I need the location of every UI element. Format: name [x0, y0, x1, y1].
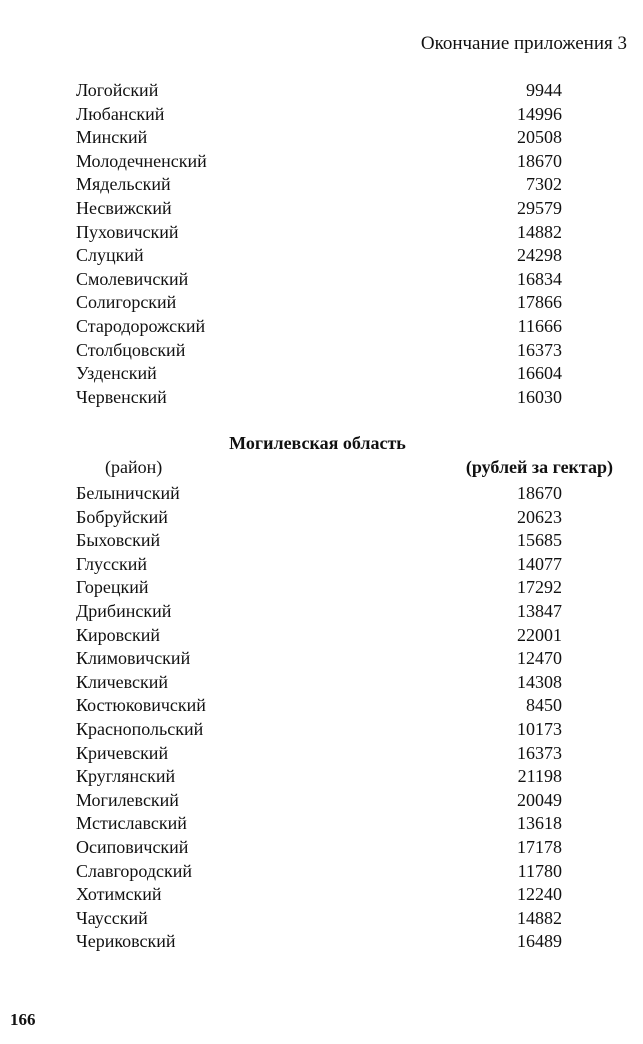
district-name: Пуховичский [76, 221, 179, 242]
district-name: Бобруйский [76, 506, 168, 527]
price-value: 20049 [517, 789, 562, 810]
mogilev-region-title-text: Могилевская область [229, 433, 406, 453]
table-row [76, 386, 562, 410]
table-row [76, 836, 562, 860]
table-row [76, 789, 562, 813]
table-row [76, 624, 562, 648]
district-name: Могилевский [76, 789, 179, 810]
price-value: 7302 [526, 174, 562, 195]
district-name: Климовичский [76, 648, 191, 669]
district-name: Солигорский [76, 292, 177, 313]
mogilev-district-table [76, 482, 562, 954]
table-row [76, 173, 562, 197]
table-row [76, 221, 562, 245]
price-value: 17178 [517, 836, 562, 857]
district-name: Червенский [76, 386, 167, 407]
table-row [76, 860, 562, 884]
price-value: 11666 [517, 315, 562, 336]
price-value: 11780 [517, 860, 562, 881]
table-row [76, 482, 562, 506]
minsk-district-table [76, 79, 562, 409]
district-name: Горецкий [76, 577, 149, 598]
price-value: 9944 [526, 80, 562, 100]
table-row [76, 718, 562, 742]
district-name: Смолевичский [76, 268, 189, 289]
district-name: Молодечненский [76, 150, 207, 171]
price-value: 16489 [517, 931, 562, 952]
district-name: Логойский [76, 80, 159, 100]
table-row [76, 883, 562, 907]
table-row [76, 103, 562, 127]
appendix-continuation-header: Окончание приложения 3 [420, 33, 627, 54]
price-value: 14882 [517, 907, 562, 928]
table-row [76, 268, 562, 292]
price-value: 8450 [526, 695, 562, 716]
price-value: 10173 [517, 718, 562, 739]
district-name: Слуцкий [76, 245, 144, 266]
district-name: Глусский [76, 553, 148, 574]
district-name: Костюковичский [76, 695, 206, 716]
table-row [76, 694, 562, 718]
mogilev-region-title [0, 433, 643, 454]
table-row [76, 197, 562, 221]
table-row [76, 244, 562, 268]
district-name: Хотимский [76, 884, 162, 905]
price-value: 14308 [517, 671, 562, 692]
table-row [76, 339, 562, 363]
table-row [76, 362, 562, 386]
district-name: Славгородский [76, 860, 193, 881]
district-name: Дрибинский [76, 600, 172, 621]
price-value: 16373 [517, 742, 562, 763]
table-row [76, 907, 562, 931]
district-name: Быховский [76, 530, 161, 551]
table-row [76, 576, 562, 600]
price-value: 15685 [517, 530, 562, 551]
price-value: 14077 [517, 553, 562, 574]
table-row [76, 600, 562, 624]
table-row [76, 930, 562, 954]
table-row [76, 506, 562, 530]
district-name: Кличевский [76, 671, 169, 692]
district-name: Осиповичский [76, 836, 189, 857]
district-column-header: (район) [105, 457, 163, 477]
table-row [76, 647, 562, 671]
district-name: Кировский [76, 624, 161, 645]
table-row [76, 553, 562, 577]
price-value: 18670 [517, 150, 562, 171]
district-name: Кричевский [76, 742, 169, 763]
page-number: 166 [10, 1010, 36, 1029]
district-name: Несвижский [76, 197, 172, 218]
district-name: Любанский [76, 103, 165, 124]
table-row [76, 79, 562, 103]
price-value: 29579 [517, 197, 562, 218]
price-value: 14996 [517, 103, 562, 124]
price-value: 20623 [517, 506, 562, 527]
district-name: Мядельский [76, 174, 171, 195]
district-name: Столбцовский [76, 339, 186, 360]
price-value: 14882 [517, 221, 562, 242]
table-row [76, 529, 562, 553]
price-value: 17292 [517, 577, 562, 598]
district-name: Краснопольский [76, 718, 204, 739]
price-value: 17866 [517, 292, 562, 313]
district-name: Чаусский [76, 907, 148, 928]
table-row [76, 812, 562, 836]
price-value: 21198 [517, 766, 562, 787]
price-column-header: (рублей за гектар) [465, 457, 613, 477]
price-value: 13847 [517, 600, 562, 621]
table-row [76, 126, 562, 150]
price-value: 12470 [517, 648, 562, 669]
price-value: 16030 [517, 386, 562, 407]
table-row [76, 291, 562, 315]
price-value: 18670 [517, 483, 562, 503]
table-row [76, 315, 562, 339]
district-name: Стародорожский [76, 315, 206, 336]
price-value: 20508 [517, 127, 562, 148]
district-name: Круглянский [76, 766, 176, 787]
district-name: Узденский [76, 363, 157, 384]
district-name: Чериковский [76, 931, 176, 952]
price-value: 16834 [517, 268, 562, 289]
table-row [76, 150, 562, 174]
table-row [76, 765, 562, 789]
price-value: 22001 [517, 624, 562, 645]
table-row [76, 671, 562, 695]
price-value: 12240 [517, 884, 562, 905]
district-name: Мстиславский [76, 813, 187, 834]
price-value: 16373 [517, 339, 562, 360]
table-row [76, 742, 562, 766]
district-name: Белыничский [76, 483, 180, 503]
district-name: Минский [76, 127, 148, 148]
price-value: 13618 [517, 813, 562, 834]
price-value: 24298 [517, 245, 562, 266]
price-value: 16604 [517, 363, 562, 384]
